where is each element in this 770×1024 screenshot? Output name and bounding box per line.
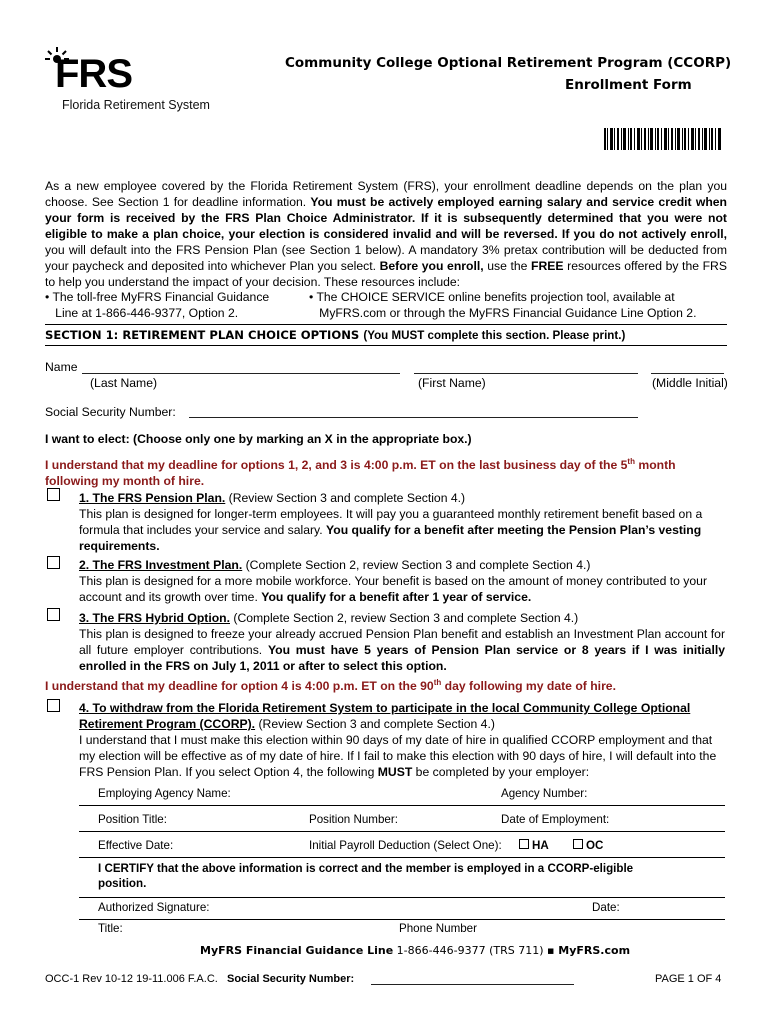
- form-id-footer: OCC-1 Rev 10-12 19-11.006 F.A.C. Social Security Number:: [45, 973, 355, 985]
- first-name-field[interactable]: [414, 373, 638, 374]
- option3-checkbox[interactable]: [47, 608, 60, 621]
- option3-text: 3. The FRS Hybrid Option. (Complete Section 2, review Section 3 and complete Section 4.) This plan is designed to freeze your already accrued Pension Plan benefit and establish an Investment Plan account for all future employer contributions. You must have 5 years of Pension Plan service or 8 years if I was initially enrolled in the FRS on July 1, 2011 or after to select this option.: [79, 611, 725, 673]
- page-number: PAGE 1 OF 4: [655, 973, 722, 985]
- middle-initial-caption: (Middle Initial): [652, 376, 728, 390]
- first-name-caption: (First Name): [418, 376, 486, 390]
- title-label: Title:: [98, 922, 123, 935]
- name-label: Name: [45, 360, 78, 374]
- option4-checkbox[interactable]: [47, 699, 60, 712]
- certify-statement: I CERTIFY that the above information is correct and the member is employed in a CCORP-eligible position.: [98, 862, 634, 890]
- form-title: Community College Optional Retirement Program (CCORP): [285, 55, 732, 71]
- section1-heading: SECTION 1: RETIREMENT PLAN CHOICE OPTIONS (You MUST complete this section. Please print.): [45, 328, 626, 342]
- barcode-icon: [604, 128, 722, 150]
- option2-text: 2. The FRS Investment Plan. (Complete Section 2, review Section 3 and complete Section 4.) This plan is designed for a more mobile workforce. Your benefit is based on the amount of money contributed to your account and its growth over time. You qualify for a benefit after 1 year of service.: [79, 558, 708, 604]
- oc-option[interactable]: OC: [573, 839, 603, 852]
- middle-initial-field[interactable]: [651, 373, 724, 374]
- row-divider: [79, 857, 725, 858]
- phone-number-label: Phone Number: [399, 922, 477, 935]
- guidance-line-footer: MyFRS Financial Guidance Line 1-866-446-9377 (TRS 711) ▪ MyFRS.com: [200, 944, 631, 957]
- option4-text: 4. To withdraw from the Florida Retirement System to participate in the local Community College Optional Retirement Program (CCORP). (Review Section 3 and complete Section 4.) I understand that I must make this election within 90 days of my date of hire in qualified CCORP employment and that my election will be effective as of my date of hire. If I fail to make this election with 90 days of hire, I will default into the FRS Pension Plan. If you select Option 4, the following MUST be completed by your employer:: [79, 701, 717, 779]
- deadline-option-4: I understand that my deadline for option 4 is 4:00 p.m. ET on the 90th day following my date of hire.: [45, 678, 616, 694]
- frs-logo-subtitle: Florida Retirement System: [62, 98, 210, 112]
- employer-section: [79, 781, 725, 941]
- footer-ssn-field[interactable]: [371, 984, 574, 985]
- payroll-deduction-label: Initial Payroll Deduction (Select One):: [309, 839, 502, 852]
- ssn-label: Social Security Number:: [45, 405, 176, 419]
- elect-instruction: I want to elect: (Choose only one by marking an X in the appropriate box.): [45, 432, 472, 446]
- row-divider: [79, 831, 725, 832]
- form-subtitle: Enrollment Form: [565, 77, 692, 93]
- last-name-caption: (Last Name): [90, 376, 158, 390]
- ha-option[interactable]: HA: [519, 839, 549, 852]
- position-number-label: Position Number:: [309, 813, 398, 826]
- row-divider: [79, 919, 725, 920]
- row-divider: [79, 805, 725, 806]
- option1-text: 1. The FRS Pension Plan. (Review Section 3 and complete Section 4.) This plan is designed for longer-term employees. It will pay you a guaranteed monthly retirement benefit based on a formula that includes your service and salary. You qualify for a benefit after meeting the Pension Plan’s vesting requirements.: [79, 491, 703, 553]
- effective-date-label: Effective Date:: [98, 839, 174, 852]
- option2-checkbox[interactable]: [47, 556, 60, 569]
- date-employment-label: Date of Employment:: [501, 813, 610, 826]
- oc-checkbox[interactable]: [573, 839, 583, 849]
- resource-bullet-phone: • The toll-free MyFRS Financial Guidance Line at 1-866-446-9377, Option 2.: [45, 290, 270, 320]
- authorized-signature-label: Authorized Signature:: [98, 901, 210, 914]
- last-name-field[interactable]: [82, 373, 400, 374]
- agency-name-label: Employing Agency Name:: [98, 787, 231, 800]
- ssn-field[interactable]: [189, 417, 638, 418]
- agency-number-label: Agency Number:: [501, 787, 588, 800]
- position-title-label: Position Title:: [98, 813, 167, 826]
- section-divider-bottom: [45, 345, 727, 346]
- deadline-options-1-3: I understand that my deadline for options 1, 2, and 3 is 4:00 p.m. ET on the last business day of the 5th month following my month of hire.: [45, 457, 676, 489]
- option1-checkbox[interactable]: [47, 488, 60, 501]
- signature-date-label: Date:: [592, 901, 620, 914]
- intro-paragraph: As a new employee covered by the Florida Retirement System (FRS), your enrollment deadline depends on the plan you choose. See Section 1 for deadline information. You must be actively employed earning salary and service credit when your form is received by the FRS Plan Choice Administrator. If it is subsequently determined that you were not eligible to make a plan choice, your election is considered invalid and will be reversed. If you do not actively enroll, you will default into the FRS Pension Plan (see Section 1 below). A mandatory 3% pretax contribution will be deducted from your paycheck and deposited into whichever Plan you select. Before you enroll, use the FREE resources offered by the FRS to help you understand the impact of your decision. These resources include:: [45, 179, 727, 289]
- row-divider: [79, 897, 725, 898]
- section-divider-top: [45, 324, 727, 325]
- resource-bullet-choice-service: • The CHOICE SERVICE online benefits projection tool, available at MyFRS.com or through the MyFRS Financial Guidance Line Option 2.: [309, 290, 697, 320]
- ha-checkbox[interactable]: [519, 839, 529, 849]
- frs-logo-text: FRS: [55, 52, 132, 96]
